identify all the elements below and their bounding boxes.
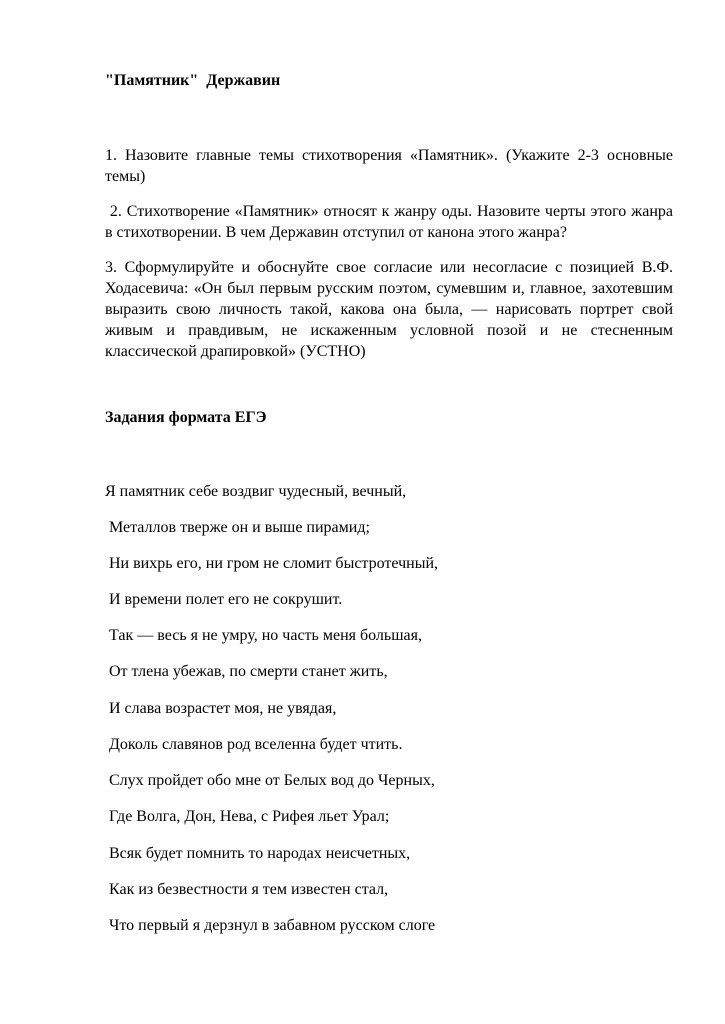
question-2: 2. Стихотворение «Памятник» относят к жанру оды. Назовите черты этого жанра в стихотворении. В чем Державин отступил от канона этого жанра? [105, 203, 678, 241]
poem-line-10: Где Волга, Дон, Нева, с Рифея льет Урал; [105, 808, 390, 825]
section-title: Задания формата ЕГЭ [105, 409, 267, 426]
poem-line-12: Как из безвестности я тем известен стал, [105, 881, 389, 898]
document-title: "Памятник" Державин [105, 72, 281, 89]
poem-line-2: Металлов тверже он и выше пирамид; [105, 519, 370, 536]
poem-line-7: И слава возрастет моя, не увядая, [105, 700, 337, 717]
poem-line-13: Что первый я дерзнул в забавном русском слоге [105, 917, 436, 934]
question-3: 3. Сформулируйте и обоснуйте свое согласие или несогласие с позицией В.Ф. Ходасевича: «Он был первым русским поэтом, сумевшим и, главное, захотевшим выразить свою личность такой, какова она была, — нарисовать портрет свой живым и правдивым, не искаженным условной позой и не стесненным классической драпировкой» (УСТНО) [105, 259, 673, 360]
poem-line-6: От тлена убежав, по смерти станет жить, [105, 663, 388, 680]
poem-line-1: Я памятник себе воздвиг чудесный, вечный, [105, 483, 407, 500]
poem-line-5: Так — весь я не умру, но часть меня большая, [105, 627, 422, 644]
poem-line-8: Доколь славянов род вселенна будет чтить. [105, 736, 403, 753]
poem-line-4: И времени полет его не сокрушит. [105, 591, 343, 608]
poem-line-11: Всяк будет помнить то народах неисчетных, [105, 845, 411, 862]
question-1: 1. Назовите главные темы стихотворения «Памятник». (Укажите 2-3 основные темы) [105, 147, 673, 185]
poem-line-3: Ни вихрь его, ни гром не сломит быстротечный, [105, 555, 439, 572]
poem-line-9: Слух пройдет обо мне от Белых вод до Черных, [105, 772, 435, 789]
